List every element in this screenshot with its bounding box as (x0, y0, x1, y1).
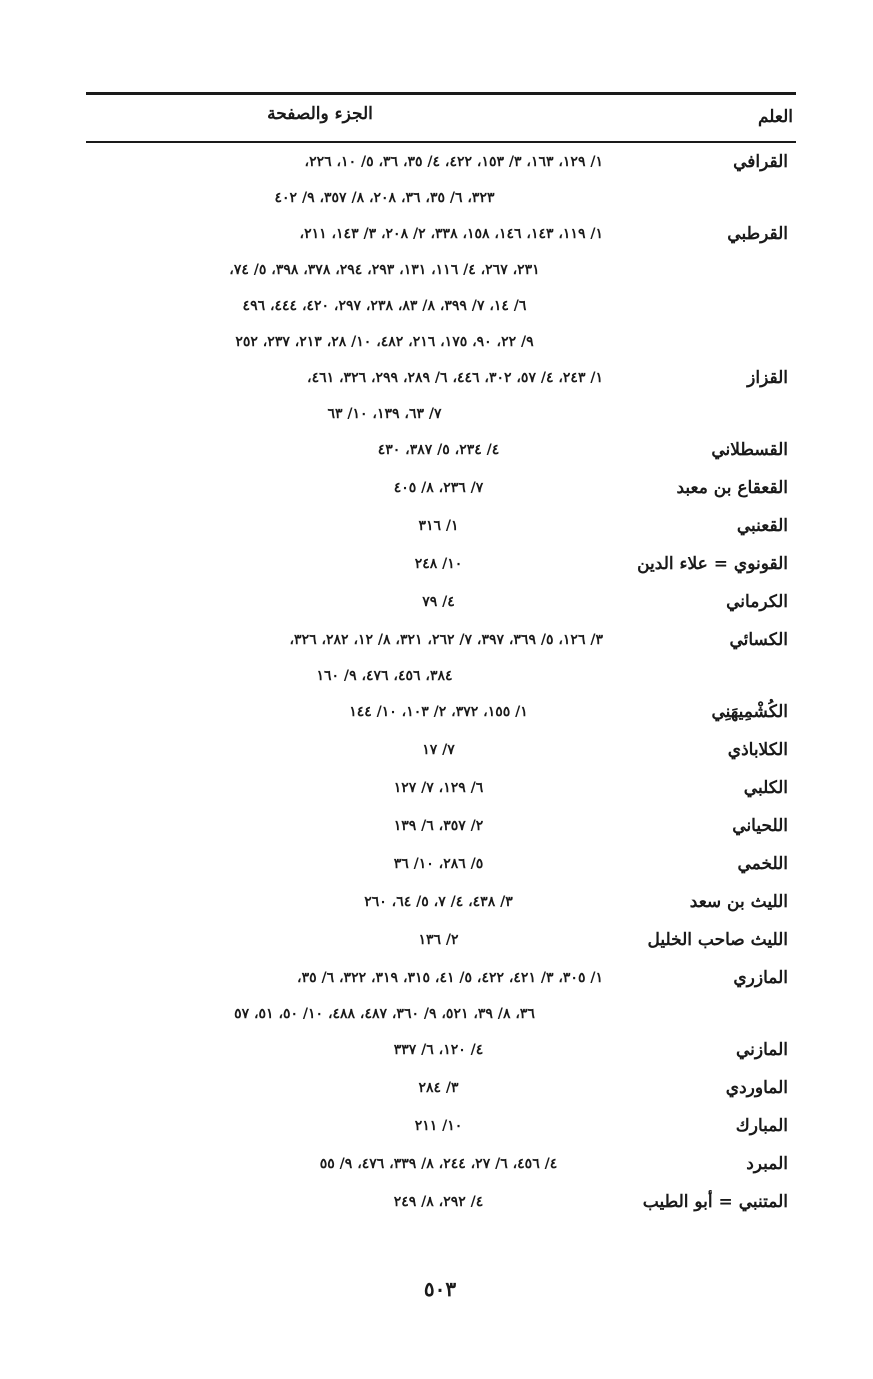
entry-references (86, 143, 611, 215)
entry-name: الكلبي (743, 778, 788, 798)
entry-name: الكلاباذي (727, 740, 788, 760)
entry-references (86, 621, 611, 693)
entry-name: المتنبي = أبو الطيب (642, 1192, 788, 1212)
page-number: ٥٠٣ (423, 1277, 457, 1301)
entry-name: الكُشْمِيهَنِي (711, 702, 788, 722)
index-entry (86, 1107, 796, 1145)
index-entry (86, 215, 796, 359)
reference-line: ٤/ ١٢٠، ٦/ ٣٣٧ (393, 1042, 484, 1058)
entry-references (86, 921, 611, 959)
entry-references (86, 769, 611, 807)
entry-references (86, 693, 611, 731)
reference-line: ٢/ ٣٥٧، ٦/ ١٣٩ (393, 818, 484, 834)
reference-line: ١/ ٣١٦ (418, 518, 459, 534)
entry-references (86, 583, 611, 621)
entry-name: المبارك (735, 1116, 788, 1136)
entry-name: القرطبي (727, 224, 788, 244)
reference-line: ٢/ ١٣٦ (418, 932, 459, 948)
reference-line: ٧/ ٢٣٦، ٨/ ٤٠٥ (393, 480, 484, 496)
index-entry (86, 845, 796, 883)
index-entry (86, 1031, 796, 1069)
entry-references (86, 1183, 611, 1221)
index-entry (86, 807, 796, 845)
reference-line: ٣٢٣، ٦/ ٣٥، ٣٦، ٢٠٨، ٨/ ٣٥٧، ٩/ ٤٠٢ (274, 190, 495, 206)
reference-line: ٣/ ٤٣٨، ٤/ ٧، ٥/ ٦٤، ٢٦٠ (364, 894, 513, 910)
index-entry (86, 143, 796, 215)
reference-line: ٩/ ٢٢، ٩٠، ١٧٥، ٢١٦، ٤٨٢، ١٠/ ٢٨، ٢١٣، ٢٣٧، ٢٥٢ (235, 334, 534, 350)
entry-references (86, 1145, 611, 1183)
entry-name: المازني (735, 1040, 788, 1060)
entry-references (86, 883, 611, 921)
reference-line: ١/ ١٢٩، ١٦٣، ٣/ ١٥٣، ٤٢٢، ٤/ ٣٥، ٣٦، ٥/ ١٠، ٢٢٦، (304, 154, 603, 170)
entry-name: القعنبي (736, 516, 788, 536)
entry-references (86, 215, 611, 359)
index-entry (86, 1069, 796, 1107)
reference-line: ٧/ ٦٣، ١٣٩، ١٠/ ٦٣ (327, 406, 442, 422)
reference-line: ٣٨٤، ٤٥٦، ٤٧٦، ٩/ ١٦٠ (316, 668, 453, 684)
entry-references (86, 431, 611, 469)
reference-line: ٦/ ١٤، ٧/ ٣٩٩، ٨/ ٨٣، ٢٣٨، ٢٩٧، ٤٢٠، ٤٤٤، ٤٩٦ (242, 298, 527, 314)
reference-line: ١/ ٣٠٥، ٣/ ٤٢١، ٤٢٢، ٥/ ٤١، ٣١٥، ٣١٩، ٣٢٢، ٦/ ٣٥، (297, 970, 603, 986)
entry-references (86, 507, 611, 545)
entry-references (86, 845, 611, 883)
reference-line: ٢٣١، ٢٦٧، ٤/ ١١٦، ١٣١، ٢٩٣، ٢٩٤، ٣٧٨، ٣٩٨، ٥/ ٧٤، (229, 262, 540, 278)
index-entry (86, 883, 796, 921)
index-entry (86, 693, 796, 731)
reference-line: ١/ ١٥٥، ٣٧٢، ٢/ ١٠٣، ١٠/ ١٤٤ (349, 704, 528, 720)
reference-line: ٤/ ٢٩٢، ٨/ ٢٤٩ (393, 1194, 484, 1210)
entry-name: اللخمي (737, 854, 788, 874)
entry-name: الماوردي (725, 1078, 788, 1098)
entry-references (86, 1031, 611, 1069)
index-entry (86, 507, 796, 545)
reference-line: ٦/ ١٢٩، ٧/ ١٢٧ (393, 780, 484, 796)
reference-line: ٤/ ٧٩ (422, 594, 455, 610)
reference-line: ٣/ ٢٨٤ (418, 1080, 459, 1096)
entry-name: القزاز (747, 368, 788, 388)
index-entry (86, 359, 796, 431)
entry-references (86, 807, 611, 845)
entry-references (86, 469, 611, 507)
index-entry (86, 921, 796, 959)
index-entry (86, 545, 796, 583)
entry-name: المازري (733, 968, 788, 988)
entry-references (86, 1069, 611, 1107)
index-entry (86, 583, 796, 621)
reference-line: ١/ ٢٤٣، ٤/ ٥٧، ٣٠٢، ٤٤٦، ٦/ ٢٨٩، ٢٩٩، ٣٢٦، ٤٦١، (307, 370, 603, 386)
entry-name: اللحياني (732, 816, 788, 836)
entry-name: القرافي (733, 152, 788, 172)
index-entry (86, 1145, 796, 1183)
index-entry (86, 731, 796, 769)
reference-line: ٤/ ٤٥٦، ٦/ ٢٧، ٢٤٤، ٨/ ٣٣٩، ٤٧٦، ٩/ ٥٥ (319, 1156, 558, 1172)
top-rule (86, 92, 796, 95)
entry-references (86, 959, 611, 1031)
index-entries (86, 143, 796, 1221)
entry-name: القعقاع بن معبد (676, 478, 788, 498)
index-entry (86, 431, 796, 469)
entry-name: المبرد (746, 1154, 788, 1174)
reference-line: ٤/ ٢٣٤، ٥/ ٣٨٧، ٤٣٠ (377, 442, 500, 458)
index-entry (86, 1183, 796, 1221)
reference-line: ٧/ ١٧ (422, 742, 455, 758)
reference-line: ١٠/ ٢٤٨ (414, 556, 463, 572)
reference-line: ٥/ ٢٨٦، ١٠/ ٣٦ (393, 856, 484, 872)
entry-references (86, 731, 611, 769)
entry-references (86, 1107, 611, 1145)
entry-name: القونوي = علاء الدين (637, 554, 788, 574)
entry-name: الليث بن سعد (689, 892, 788, 912)
entry-name: الكسائي (729, 630, 788, 650)
entry-name: الكرماني (726, 592, 788, 612)
entry-references (86, 545, 611, 583)
entry-references (86, 359, 611, 431)
reference-line: ١/ ١١٩، ١٤٣، ١٤٦، ١٥٨، ٣٣٨، ٢/ ٢٠٨، ٣/ ١٤٣، ٢١١، (299, 226, 603, 242)
index-entry (86, 959, 796, 1031)
reference-line: ١٠/ ٢١١ (414, 1118, 463, 1134)
entry-name: القسطلاني (711, 440, 788, 460)
reference-line: ٣٦، ٨/ ٣٩، ٥٢١، ٩/ ٣٦٠، ٤٨٧، ٤٨٨، ١٠/ ٥٠، ٥١، ٥٧ (234, 1006, 535, 1022)
entry-name: الليث صاحب الخليل (647, 930, 788, 950)
reference-line: ٣/ ١٢٦، ٥/ ٣٦٩، ٣٩٧، ٧/ ٢٦٢، ٣٢١، ٨/ ١٢، ٢٨٢، ٣٢٦، (289, 632, 603, 648)
index-entry (86, 621, 796, 693)
index-entry (86, 469, 796, 507)
column-header-name: العلم (757, 107, 793, 127)
index-entry (86, 769, 796, 807)
column-header-refs: الجزء والصفحة (267, 104, 373, 124)
